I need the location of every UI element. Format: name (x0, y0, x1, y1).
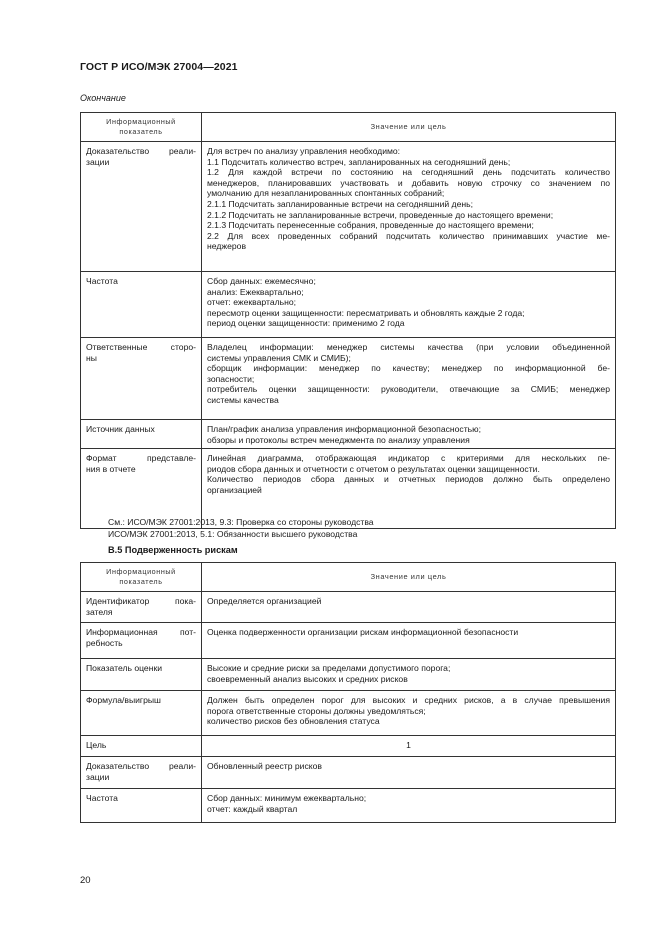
table-row (81, 272, 616, 338)
row-value-line: Для встреч по анализу управления необходимо: (207, 146, 401, 156)
table-row (81, 691, 616, 736)
row-label-line: Идентификатор пока- (86, 596, 196, 606)
row-value-line: Линейная диаграмма, отображающая индикатор с критериями для нескольких пе- (207, 453, 610, 464)
row-label (81, 659, 202, 691)
row-value-line: системы управления СМК и СМИБ); (207, 352, 351, 363)
row-label-line: Частота (86, 276, 118, 286)
row-value-line: отчет: ежеквартально; (207, 297, 297, 308)
row-value-line: План/график анализа управления информационной безопасностью; (207, 424, 481, 434)
row-value (202, 338, 616, 420)
row-value-line: 2.1.2 Подсчитать не запланированные встречи, проведенные до настоящего времени; (207, 209, 554, 220)
row-value-line: Обновленный реестр рисков (207, 761, 322, 771)
row-value-line: количество рисков без обновления статуса (207, 716, 380, 727)
row-label-line: зации (86, 156, 110, 167)
table-header-row (81, 563, 616, 592)
row-label (81, 757, 202, 789)
row-value-line: 2.2 Для всех проведенных собраний подсчитать количество принимавших участие ме- (207, 230, 610, 241)
row-value (202, 736, 616, 757)
row-label-line: Частота (86, 793, 118, 803)
row-label-line: Ответственные сторо- (86, 342, 196, 352)
table-row (81, 789, 616, 823)
row-value (202, 757, 616, 789)
row-label (81, 338, 202, 420)
row-value-line: сборщик информации: менеджер по качеству; менеджер по информационной бе- (207, 363, 610, 374)
row-value-line: 2.1.1 Подсчитать запланированные встречи на сегодняшний день; (207, 198, 473, 209)
row-label (81, 789, 202, 823)
header-value: Значение или цель (202, 563, 616, 592)
table-row (81, 420, 616, 449)
references (108, 516, 374, 540)
row-value-line: риодов сбора данных и отчетности с отчетом о результатах оценки защищенности. (207, 463, 540, 474)
row-label-line: Формула/выигрыш (86, 695, 161, 705)
table-row (81, 736, 616, 757)
row-value-line: зопасности; (207, 373, 255, 384)
table-header-row (81, 113, 616, 142)
row-label (81, 736, 202, 757)
header-indicator: Информационный показатель (81, 563, 202, 592)
row-value (202, 142, 616, 272)
row-value-line: Определяется организацией (207, 596, 322, 606)
section-title: В.5 Подверженность рискам (108, 545, 238, 555)
row-value-line: потребитель оценки защищенности: руководители, отвечающие за СМИБ; менеджер (207, 384, 610, 395)
row-value-line: Владелец информации: менеджер системы качества (при условии объединенной (207, 342, 610, 352)
row-label-line: ребность (86, 637, 123, 648)
row-label-line: ны (86, 352, 97, 363)
row-value-line: 1.1 Подсчитать количество встреч, запланированных на сегодняшний день; (207, 156, 511, 167)
row-label-line: Доказательство реали- (86, 761, 196, 771)
row-value-line: 1 (406, 740, 411, 750)
row-label (81, 691, 202, 736)
row-value-line: 2.1.3 Подсчитать перенесенные собрания, проведенные до настоящего времени; (207, 220, 534, 231)
row-value-line: Сбор данных: ежемесячно; (207, 276, 316, 286)
row-label (81, 420, 202, 449)
row-value-line: обзоры и протоколы встреч менеджмента по анализу управления (207, 434, 470, 445)
row-label (81, 272, 202, 338)
page-number: 20 (80, 875, 91, 886)
row-value-line: Должен быть определен порог для высоких и средних рисков, а в случае превышения (207, 695, 610, 705)
row-value-line: период оценки защищенности: применимо 2 года (207, 318, 405, 329)
row-value-line: Сбор данных: минимум ежеквартально; (207, 793, 367, 803)
table-row (81, 592, 616, 623)
row-value (202, 659, 616, 691)
row-value-line: Оценка подверженности организации рискам информационной безопасности (207, 627, 519, 637)
table-row (81, 142, 616, 272)
row-value (202, 272, 616, 338)
row-value-line: 1.2 Для каждой встречи по состоянию на сегодняшний день подсчитать количество (207, 167, 610, 178)
row-label-line: зателя (86, 606, 113, 617)
indicator-table-1 (80, 112, 616, 529)
row-label-line: Формат представле- (86, 453, 196, 464)
row-value (202, 691, 616, 736)
row-value-line: Высокие и средние риски за пределами допустимого порога; (207, 663, 451, 673)
table-row (81, 757, 616, 789)
row-label (81, 592, 202, 623)
row-value-line: менеджеров, планировавших участвовать и добавить новую строчку со значением по (207, 177, 610, 188)
reference-line: ИСО/МЭК 27001:2013, 5.1: Обязанности высшего руководства (108, 529, 358, 539)
row-value-line: Количество периодов сбора данных и отчетных периодов должно быть определено (207, 474, 610, 485)
row-value (202, 789, 616, 823)
row-value (202, 623, 616, 659)
row-label-line: Цель (86, 740, 107, 750)
row-label-line: Показатель оценки (86, 663, 163, 673)
reference-line: См.: ИСО/МЭК 27001:2013, 9.3: Проверка со стороны руководства (108, 517, 374, 527)
row-label-line: ния в отчете (86, 463, 136, 474)
row-label-line: зации (86, 771, 110, 782)
row-value-line: отчет: каждый квартал (207, 803, 298, 814)
row-label-line: Источник данных (86, 424, 155, 434)
row-label (81, 623, 202, 659)
indicator-table-2 (80, 562, 616, 823)
row-value-line: порога ответственные стороны должны уведомляться; (207, 705, 426, 716)
row-value-line: пересмотр оценки защищенности: пересматривать и обновлять каждые 2 года; (207, 307, 525, 318)
table-row (81, 338, 616, 420)
header-value: Значение или цель (202, 113, 616, 142)
row-value-line: неджеров (207, 241, 247, 252)
row-value (202, 592, 616, 623)
continuation-label: Окончание (80, 93, 126, 103)
row-value-line: анализ: Ежеквартально; (207, 286, 304, 297)
row-label (81, 142, 202, 272)
header-indicator: Информационный показатель (81, 113, 202, 142)
row-label-line: Доказательство реали- (86, 146, 196, 156)
row-label-line: Информационная пот- (86, 627, 196, 637)
document-title: ГОСТ Р ИСО/МЭК 27004—2021 (80, 61, 238, 73)
table-row (81, 659, 616, 691)
row-value-line: умолчанию для незапланированных спонтанных собраний; (207, 188, 445, 199)
row-value-line: организацией (207, 484, 262, 495)
row-value-line: системы качества (207, 394, 279, 405)
row-value (202, 420, 616, 449)
row-value-line: своевременный анализ высоких и средних рисков (207, 673, 408, 684)
table-row (81, 623, 616, 659)
